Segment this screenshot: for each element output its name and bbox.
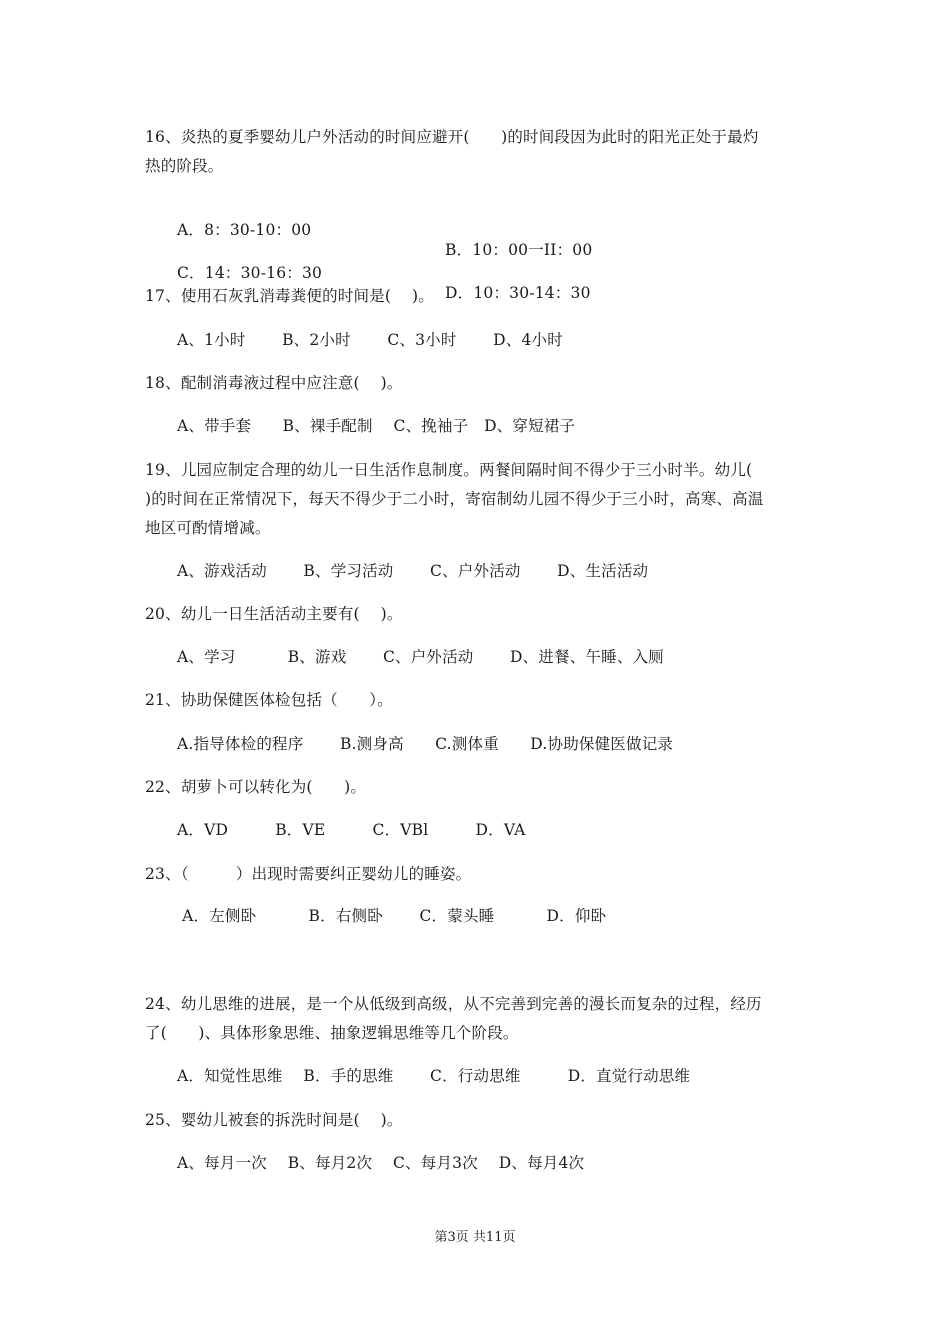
question-19-line-2: )的时间在正常情况下，每天不得少于二小时，寄宿制幼儿园不得少于三小时，高寒、高温 [145,490,764,508]
question-23: 23、（ ）出现时需要纠正婴幼儿的睡姿。 [145,865,472,883]
question-19-line-3: 地区可酌情增减。 [145,519,271,537]
option-16-a: A．8：30-10：00 [177,221,312,239]
question-18-options: A、带手套 B、裸手配制 C、挽袖子 D、穿短裙子 [177,417,576,435]
question-17-options: A、1小时 B、2小时 C、3小时 D、4小时 [177,331,563,349]
question-16-line-1: 16、炎热的夏季婴幼儿户外活动的时间应避开( )的时间段因为此时的阳光正处于最灼 [145,128,759,146]
question-20-options: A、学习 B、游戏 C、户外活动 D、进餐、午睡、入厕 [177,648,664,666]
option-16-d: D．10：30-14：30 [445,284,591,302]
question-18: 18、配制消毒液过程中应注意( )。 [145,374,403,392]
question-22-options: A．VD B．VE C．VBl D．VA [177,821,526,839]
question-17: 17、使用石灰乳消毒粪便的时间是( )。 [145,287,434,305]
question-19-options: A、游戏活动 B、学习活动 C、户外活动 D、生活活动 [177,562,649,580]
question-19-line-1: 19、儿园应制定合理的幼儿一日生活作息制度。两餐间隔时间不得少于三小时半。幼儿( [145,461,753,479]
question-21-options: A.指导体检的程序 B.测身高 C.测体重 D.协助保健医做记录 [177,735,674,753]
question-24-line-1: 24、幼儿思维的进展，是一个从低级到高级，从不完善到完善的漫长而复杂的过程，经历 [145,995,762,1013]
question-20: 20、幼儿一日生活活动主要有( )。 [145,605,403,623]
question-23-options: A．左侧卧 B．右侧卧 C．蒙头睡 D．仰卧 [177,907,607,925]
question-24-line-2: 了( )、具体形象思维、抽象逻辑思维等几个阶段。 [145,1024,519,1042]
option-16-c: C．14：30-16：30 [177,264,323,282]
question-21: 21、协助保健医体检包括（ ）。 [145,691,393,709]
option-16-b: B．10：00一II：00 [445,241,593,259]
question-16-line-2: 热的阶段。 [145,157,224,175]
question-24-options: A．知觉性思维 B．手的思维 C．行动思维 D．直觉行动思维 [177,1067,691,1085]
question-25-options: A、每月一次 B、每月2次 C、每月3次 D、每月4次 [177,1154,585,1172]
question-25: 25、婴幼儿被套的拆洗时间是( )。 [145,1111,403,1129]
page-footer: 第3页 共11页 [434,1230,516,1245]
question-16-options-row-2 [177,243,777,323]
question-22: 22、胡萝卜可以转化为( )。 [145,778,367,796]
